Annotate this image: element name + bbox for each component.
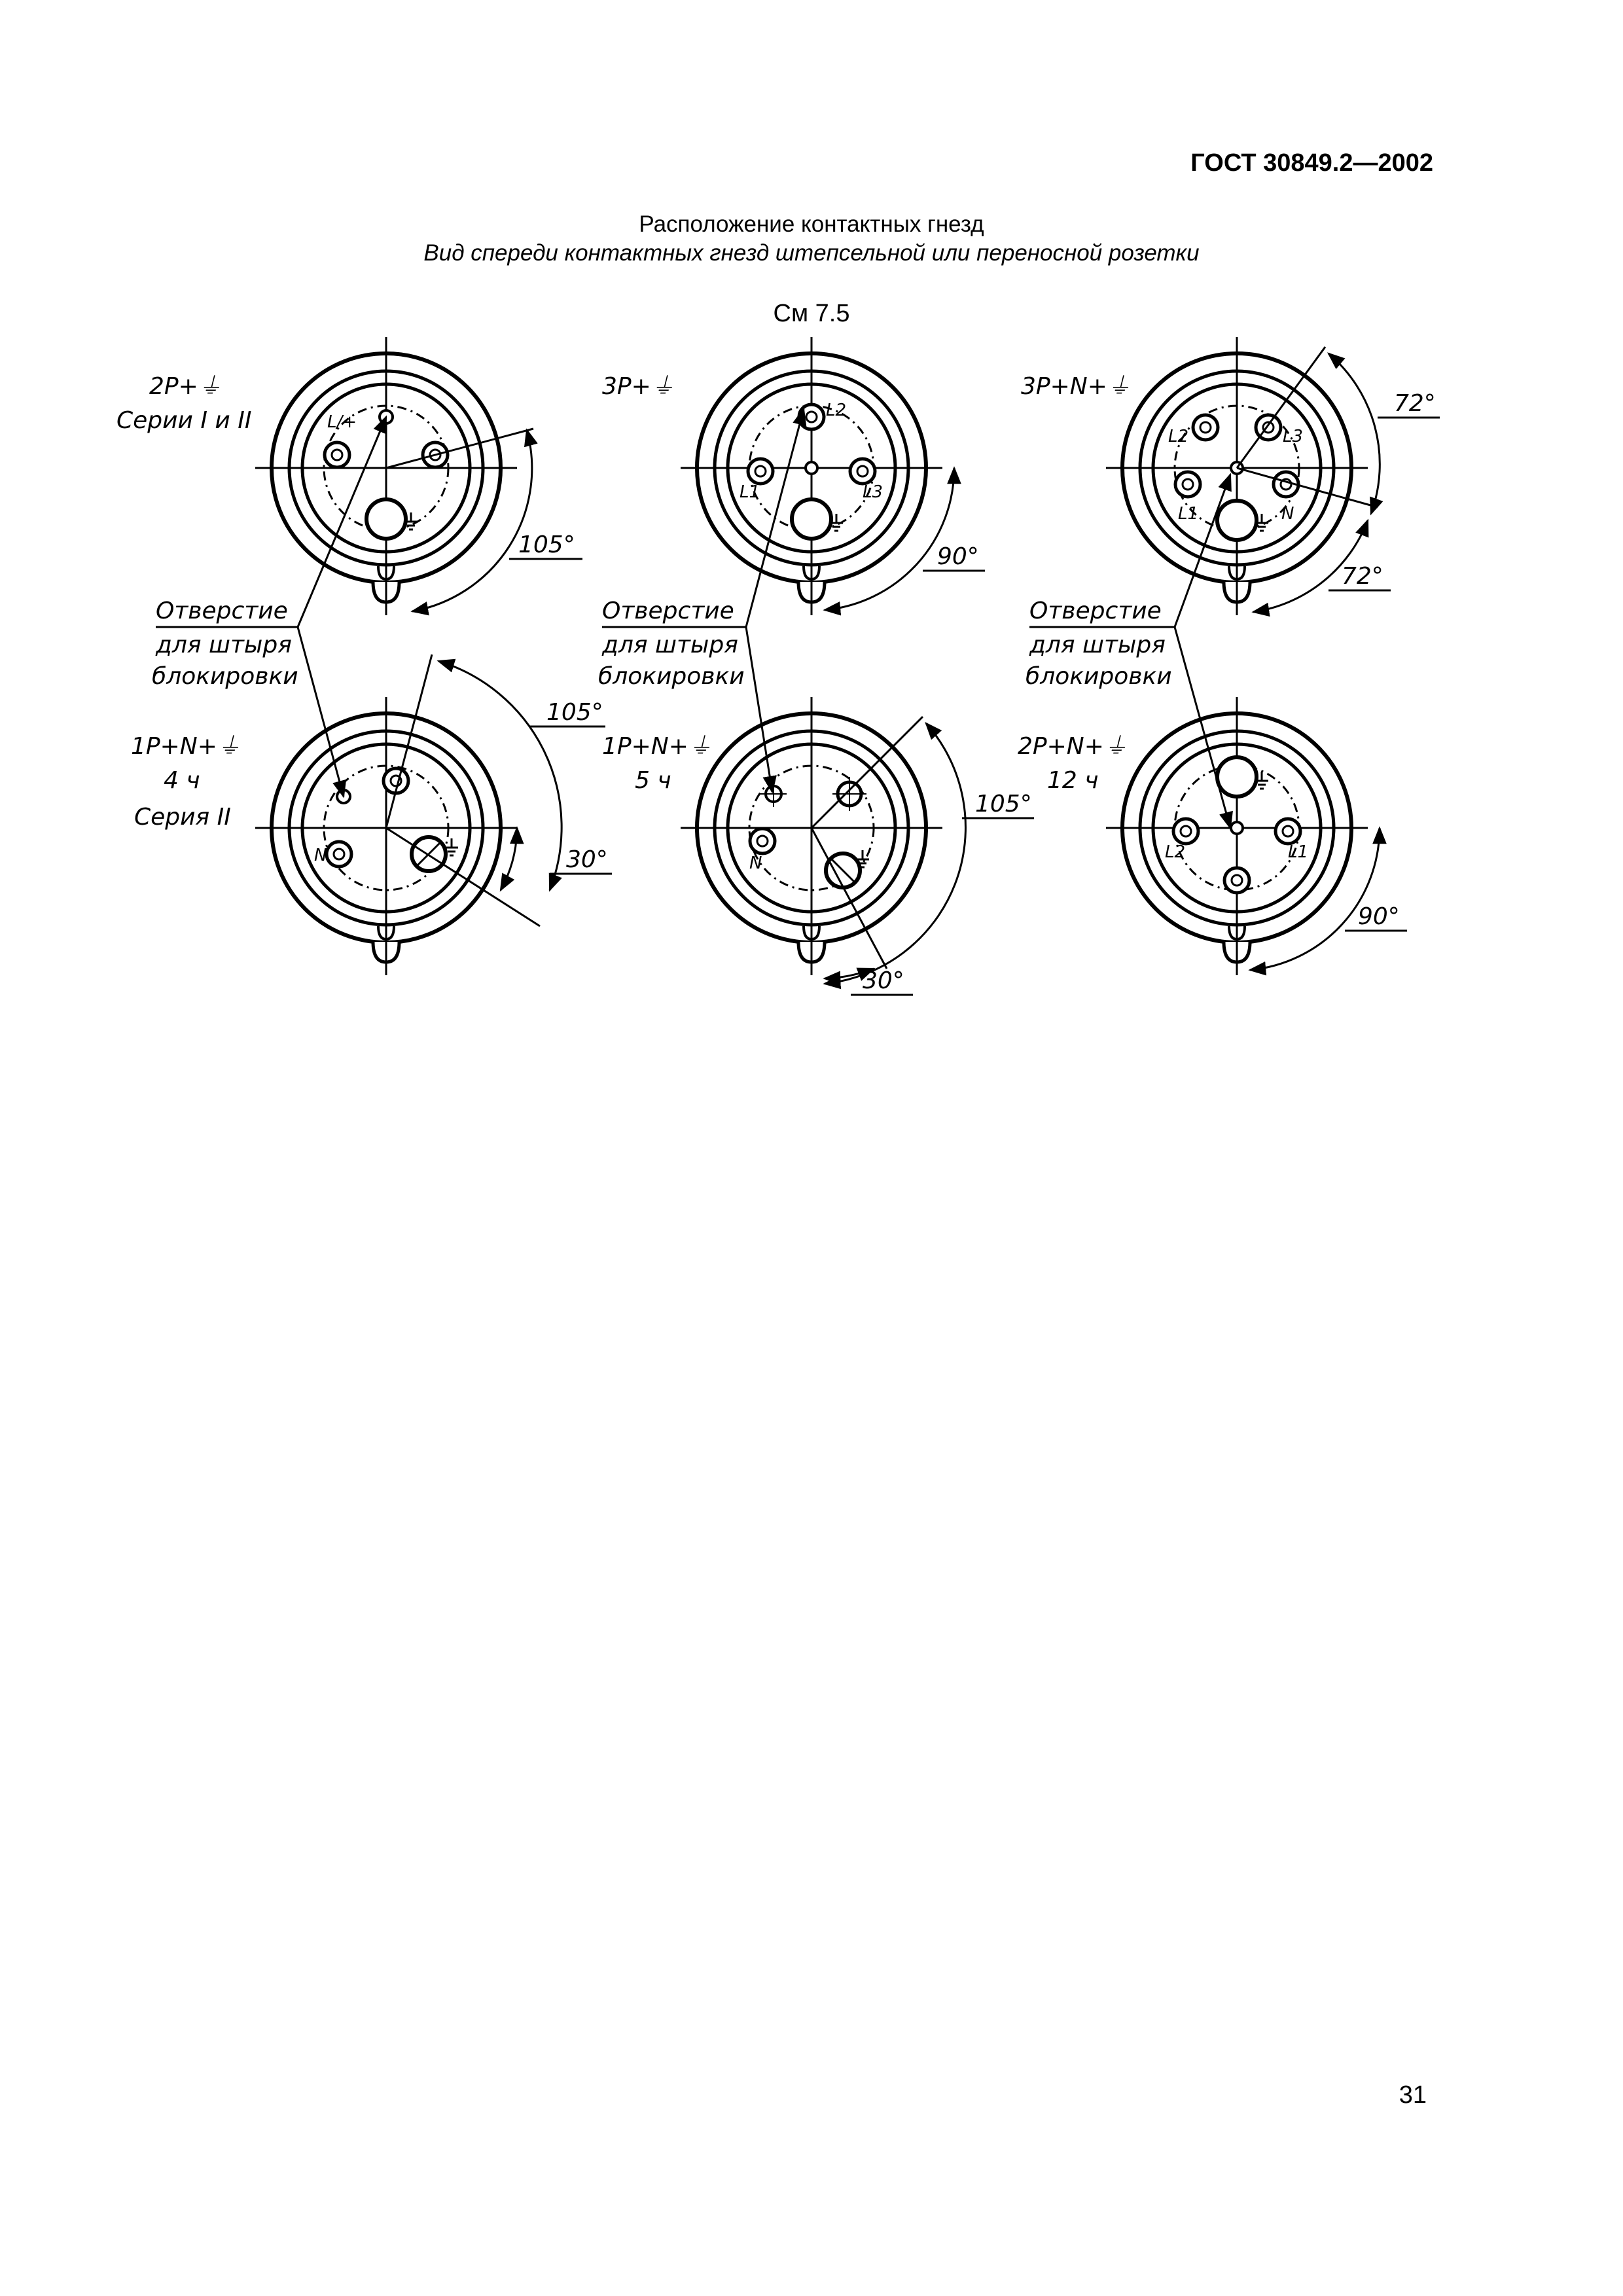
diagram-4-label-line-1: 1P+N+⏚	[131, 733, 241, 760]
socket-diagram-1	[255, 337, 533, 615]
figure-subtitle: Вид спереди контактных гнезд штепсельной или переносной розетки	[423, 240, 1200, 266]
contact-label: N	[749, 853, 762, 873]
diagram-4-label-line-3: Серия II	[134, 804, 231, 831]
contact-label: L1	[740, 482, 760, 502]
page-number: 31	[1399, 2081, 1427, 2109]
contact-label: L3	[863, 482, 883, 502]
contact-label: L1	[1288, 842, 1309, 862]
contact-label: L2	[1168, 427, 1189, 446]
diagram-2-label-line-1: 3P+⏚	[602, 373, 675, 400]
callout-3-line-2: для штыря	[1029, 632, 1166, 658]
diagram-5-angle-2: 30°	[863, 967, 904, 994]
contact-label: L2	[826, 401, 847, 420]
callout-1-line-2: для штыря	[156, 632, 292, 658]
diagram-6-label-line-2: 12 ч	[1047, 767, 1099, 794]
contact-label: L3	[1283, 427, 1304, 446]
socket-diagram-6	[1106, 697, 1380, 975]
diagram-5-label-line-1: 1P+N+⏚	[602, 733, 712, 760]
diagram-4-angle-2: 30°	[566, 846, 608, 873]
callout-3-line-3: блокировки	[1026, 663, 1172, 690]
callout-3-line-1: Отверстие	[1029, 598, 1162, 624]
socket-diagram-5	[681, 697, 965, 984]
figure-title: Расположение контактных гнезд	[639, 211, 984, 237]
diagram-1-label-line-1: 2P+⏚	[149, 373, 222, 400]
callout-1-line-3: блокировки	[152, 663, 298, 690]
socket-diagram-3	[1106, 337, 1380, 615]
diagram-4-angle-1: 105°	[546, 699, 603, 726]
callout-2-line-1: Отверстие	[602, 598, 734, 624]
diagram-1-label-line-2: Серии I и II	[116, 407, 252, 434]
diagram-5-angle-1: 105°	[975, 791, 1032, 817]
socket-diagram-4	[255, 655, 562, 975]
diagram-3-label-line-1: 3P+N+⏚	[1021, 373, 1131, 400]
diagram-3-angle-1: 72°	[1394, 390, 1436, 417]
diagram-2-angle: 90°	[937, 543, 979, 570]
callout-2-line-3: блокировки	[598, 663, 745, 690]
figure-reference: См 7.5	[773, 300, 850, 327]
contact-label: L1	[1178, 504, 1199, 524]
socket-diagram-2	[681, 337, 954, 615]
diagram-1-angle: 105°	[518, 531, 575, 558]
diagram-6-angle: 90°	[1358, 903, 1400, 930]
callout-1-line-1: Отверстие	[156, 598, 288, 624]
diagram-4-label-line-2: 4 ч	[164, 767, 200, 794]
diagram-5-label-line-2: 5 ч	[635, 767, 671, 794]
contact-label: L/+	[327, 412, 357, 432]
contact-label: N	[314, 846, 327, 865]
standard-number: ГОСТ 30849.2—2002	[1190, 149, 1433, 177]
contact-label: N	[1281, 504, 1294, 524]
diagram-6-label-line-1: 2P+N+⏚	[1018, 733, 1128, 760]
callout-2-line-2: для штыря	[602, 632, 738, 658]
contact-label: L2	[1165, 842, 1186, 862]
diagram-3-angle-2: 72°	[1342, 563, 1383, 590]
